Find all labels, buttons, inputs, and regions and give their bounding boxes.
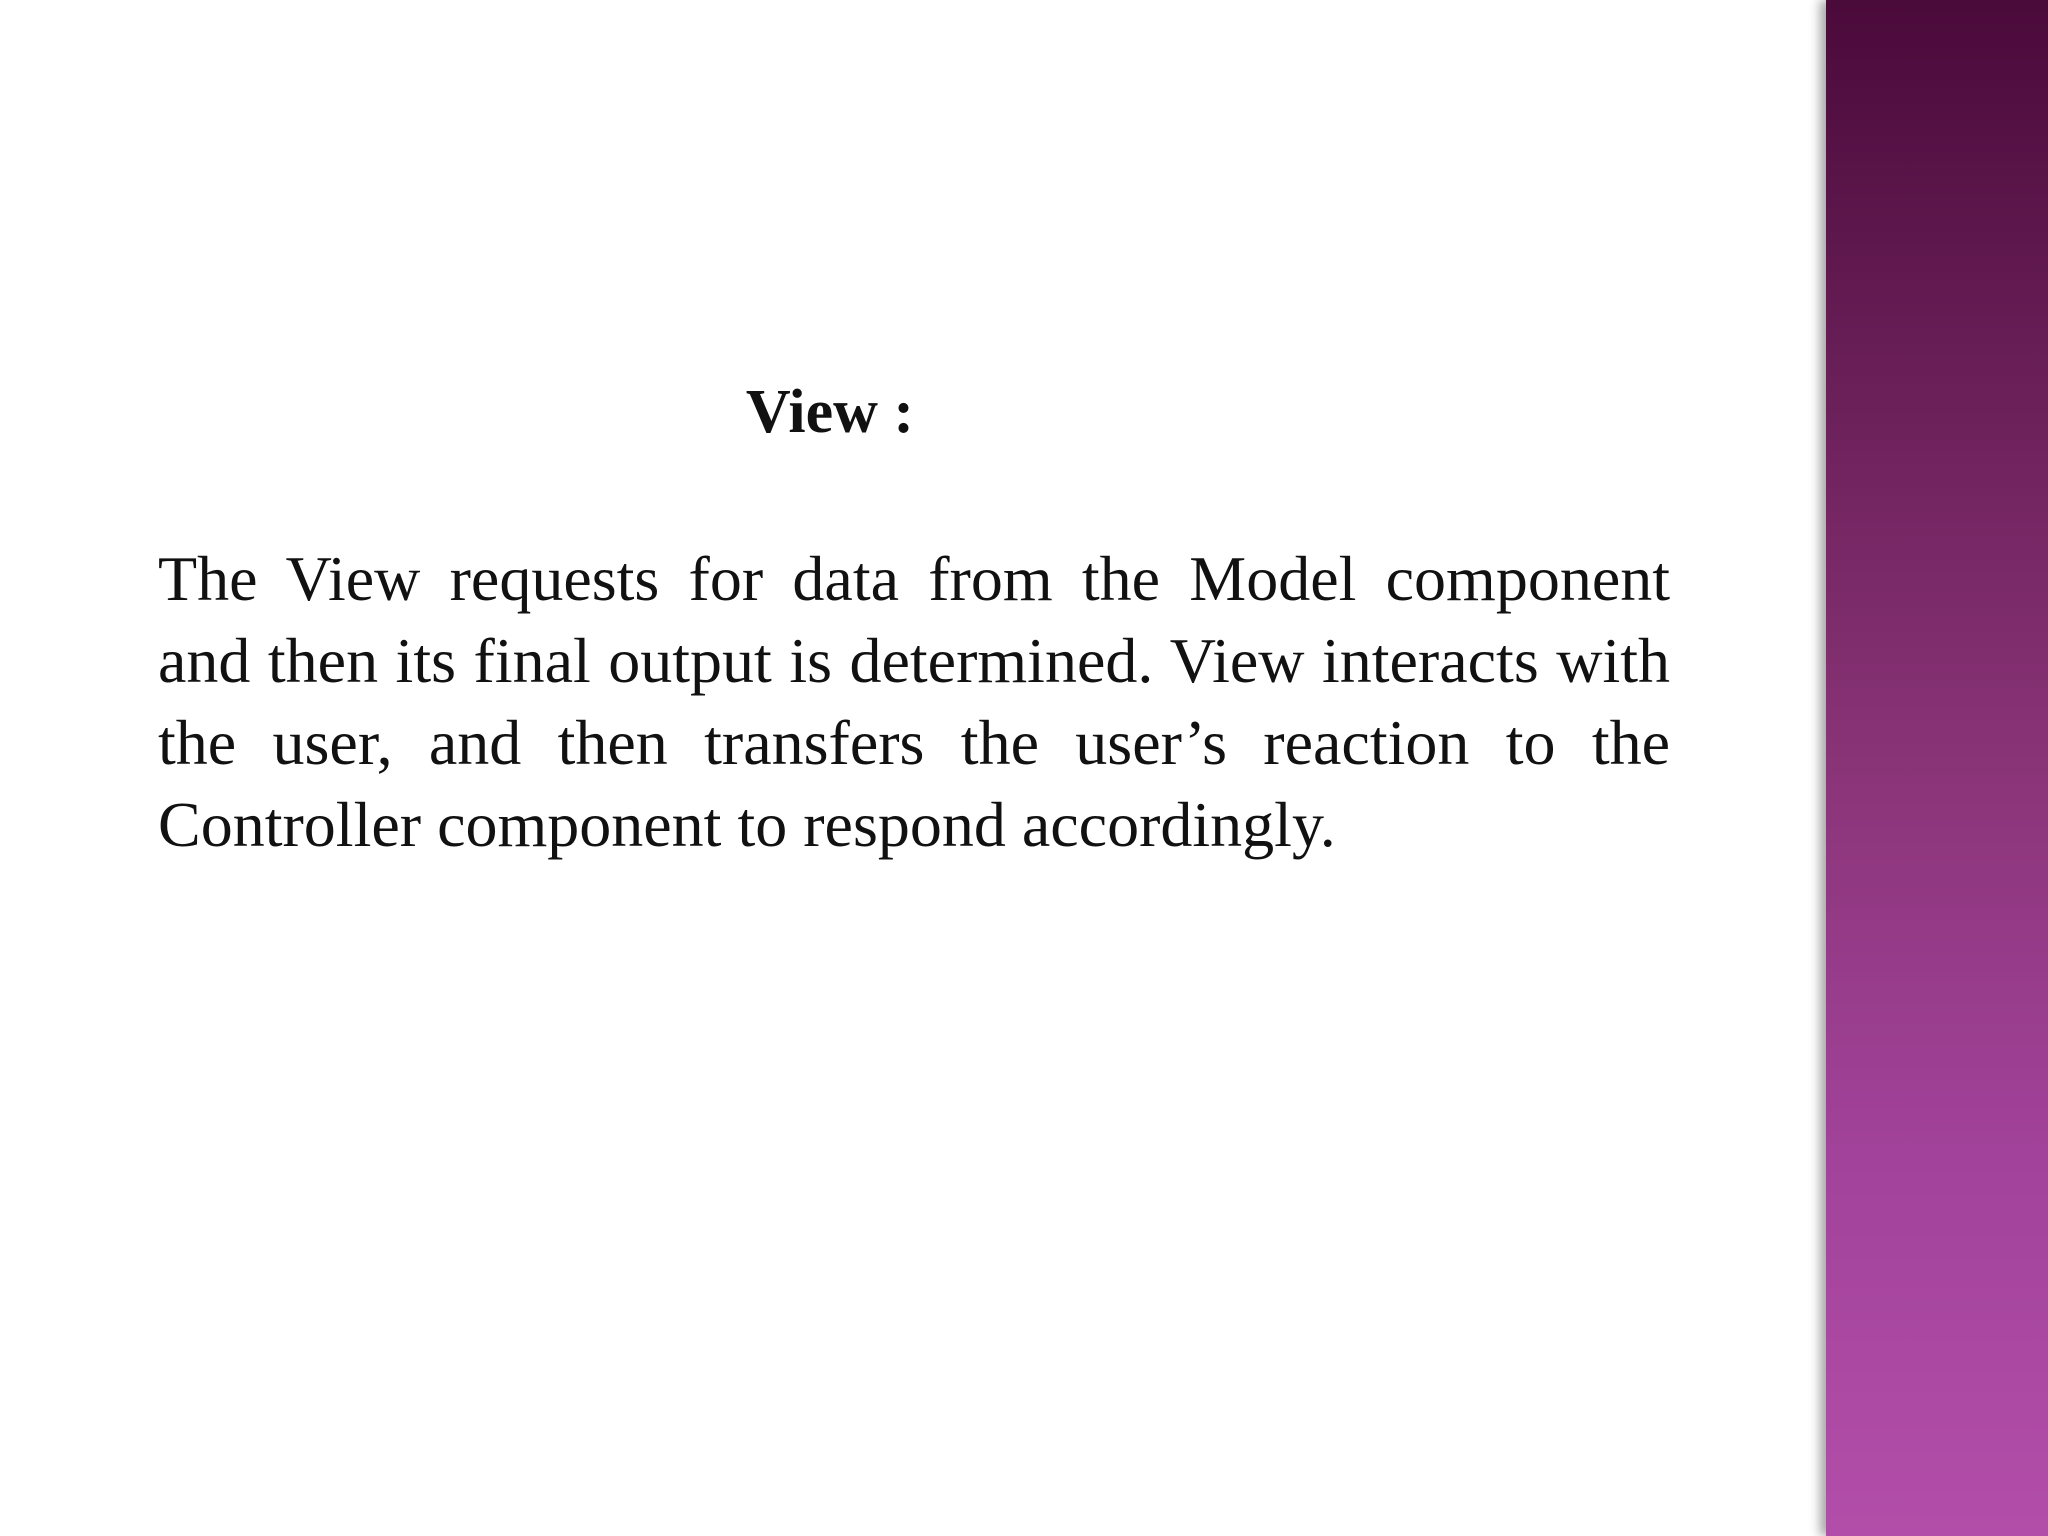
slide-heading: View :: [745, 378, 915, 446]
slide-body-text: The View requests for data from the Model component and then its final output is determined. View interacts with the user, and then transfers the user’s reaction to the Controller component to respond accordingly.: [158, 543, 1670, 860]
decorative-side-band: [1826, 0, 2048, 1536]
